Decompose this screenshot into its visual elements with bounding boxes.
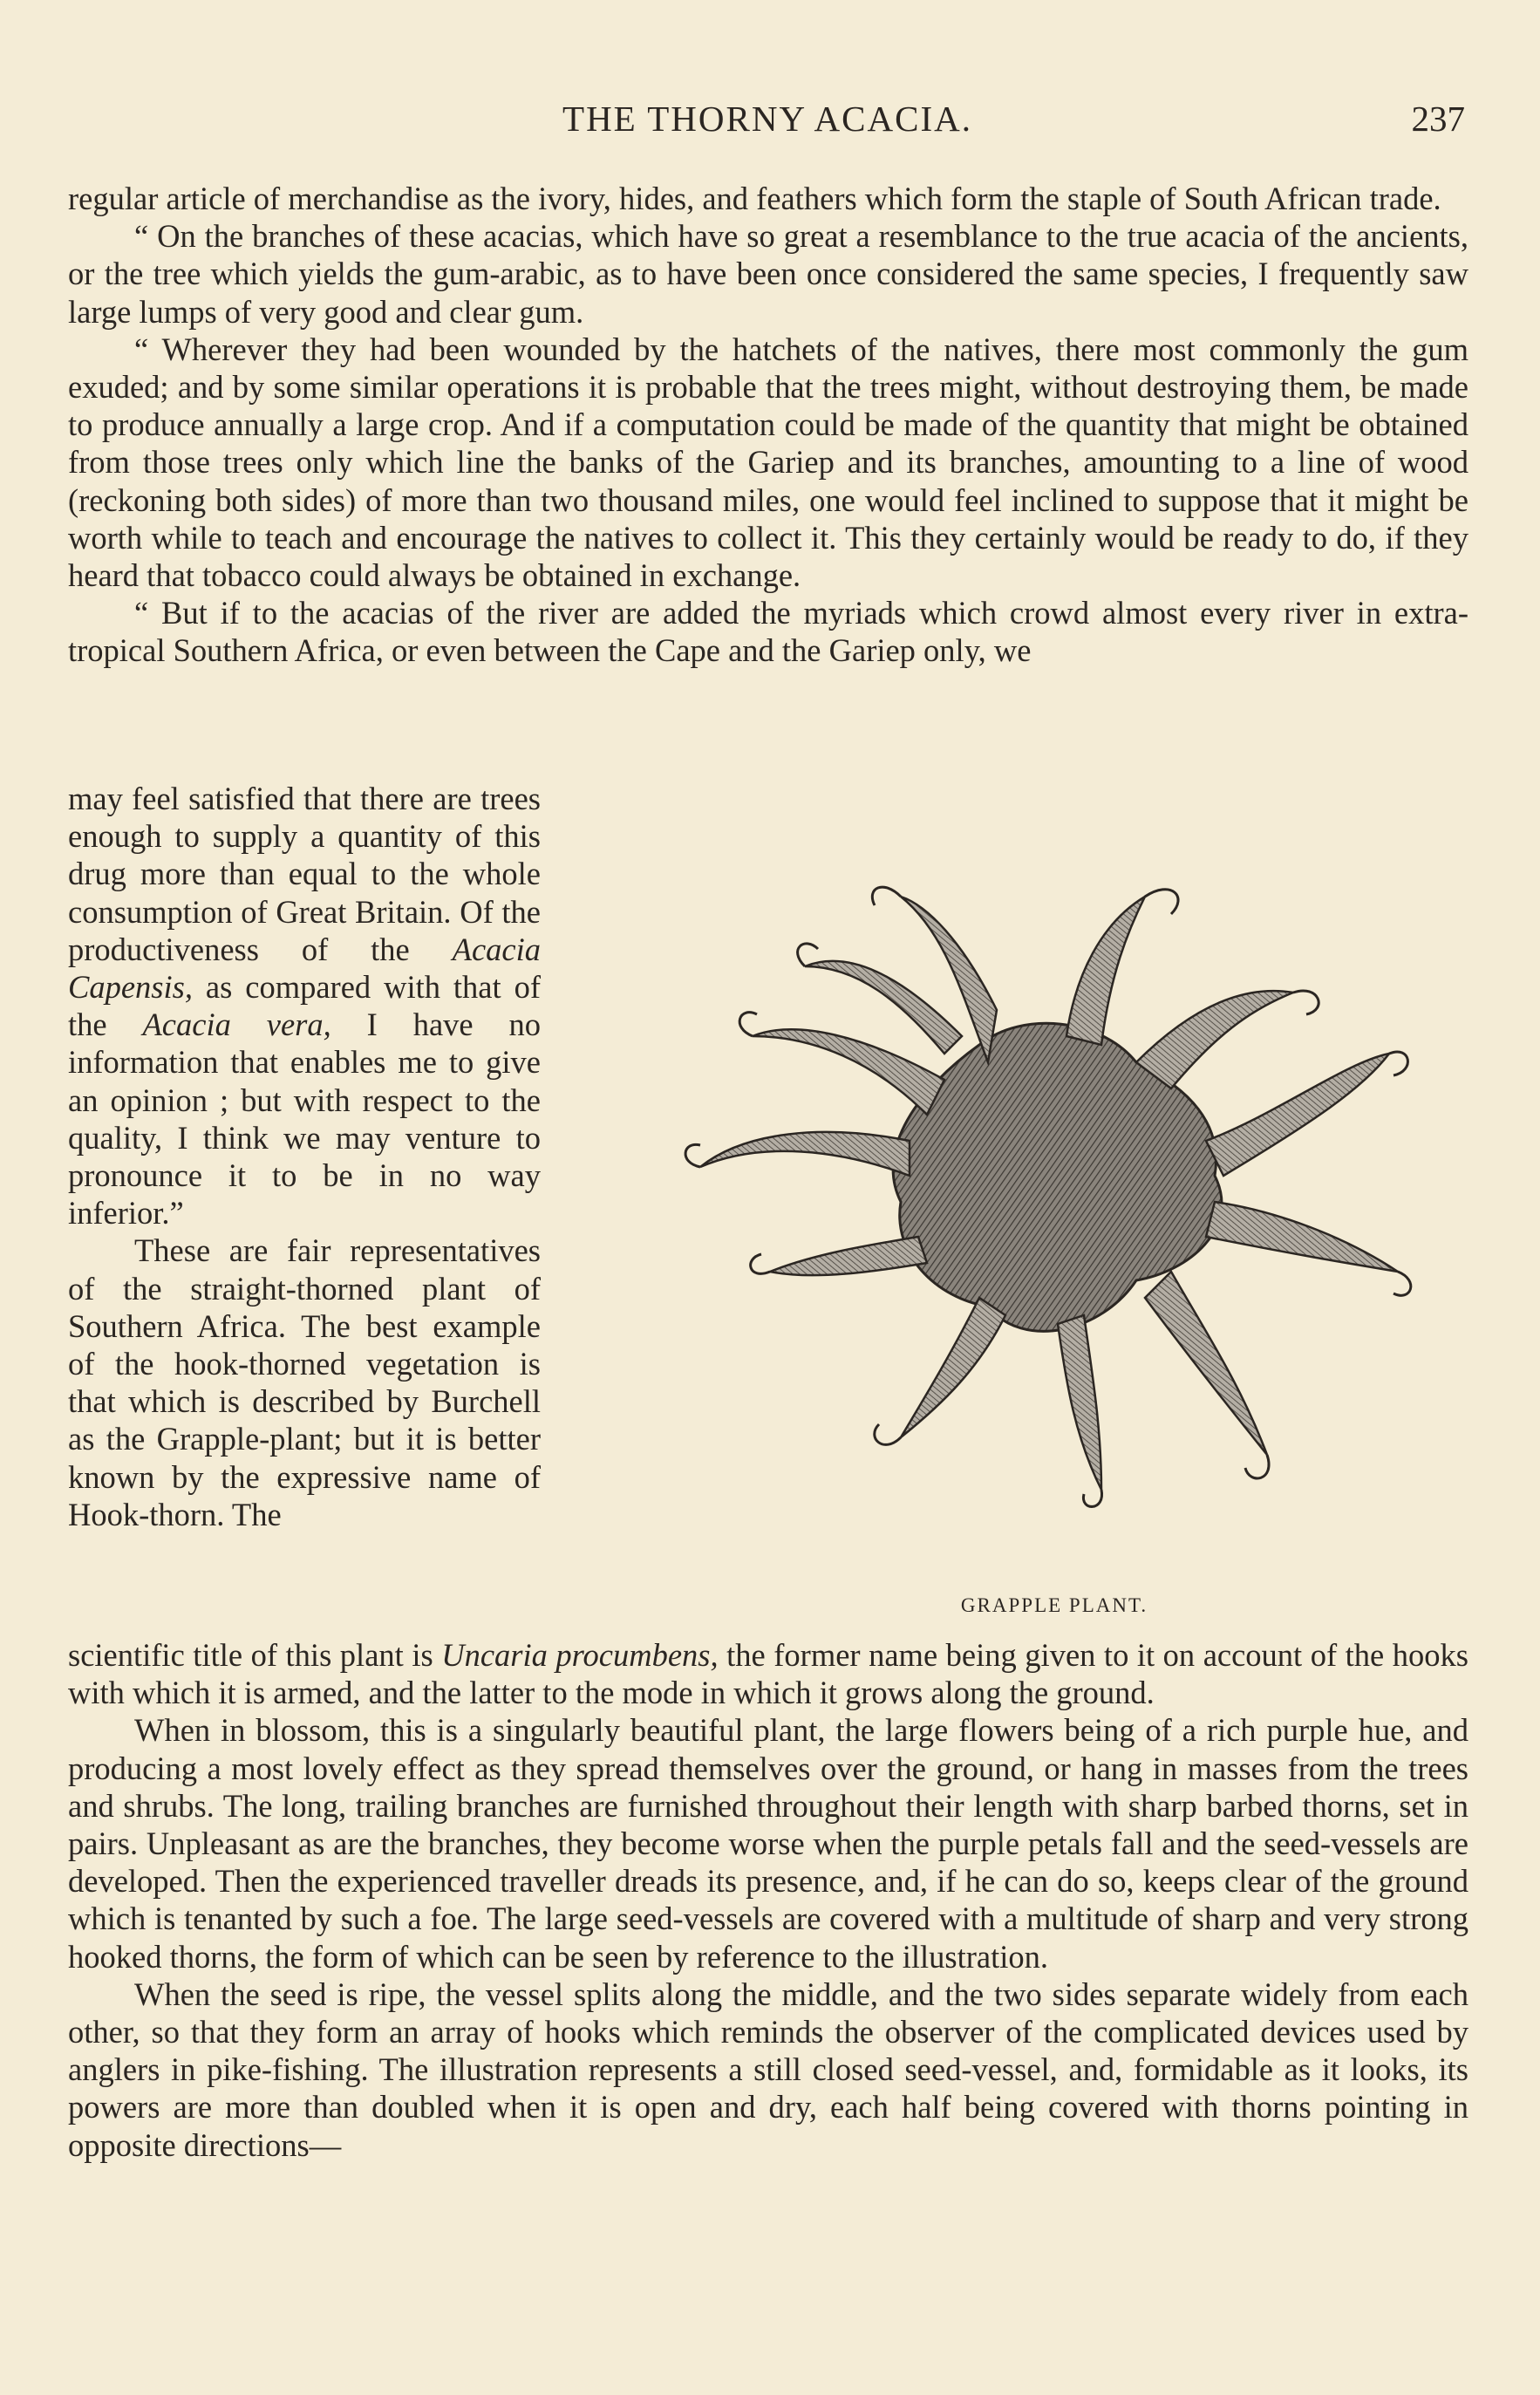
paragraph: These are fair representatives of the straight-thorned plant of Southern Africa. The best example of the hook-thorned vegetation is that which is described by Burchell as the Grapple-plant; but it is better known by the expressive name of Hook-thorn. The: [68, 1232, 541, 1532]
text-run: as compared with that of the: [68, 969, 541, 1043]
species-name: Acacia Capensis,: [68, 931, 541, 1006]
page-number: 237: [1411, 99, 1465, 139]
paragraph: “ On the branches of these acacias, which have so great a resemblance to the true acacia of the ancients, or the tree which yields the gum-arabic, as to have been once considered the same species, I frequently saw large lumps of very good and clear gum.: [68, 218, 1468, 330]
text-with-figure: [68, 780, 1468, 1636]
paragraph: regular article of merchandise as the ivory, hides, and feathers which form the staple of South African trade.: [68, 181, 1441, 216]
running-title: THE THORNY ACACIA.: [562, 99, 972, 139]
narrow-column: [68, 780, 541, 1533]
intro-text: [68, 180, 1468, 670]
text-run: the former name being given to it on account of the hooks with which it is armed, and the latter to the mode in which it grows along the ground.: [68, 1637, 1468, 1711]
figure-caption: GRAPPLE PLANT.: [960, 1594, 1148, 1616]
paragraph: “ But if to the acacias of the river are added the myriads which crowd almost every river in extra-tropical Southern Africa, or even between the Cape and the Gariep only, we: [68, 595, 1468, 669]
paragraph: “ Wherever they had been wounded by the hatchets of the natives, there most commonly the gum exuded; and by some similar operations it is probable that the trees might, without destroying them, be made to produce annually a large crop. And if a computation could be made of the quantity that might be obtained from those trees only which line the banks of the Gariep and its branches, amounting to a line of wood (reckoning both sides) of more than two thousand miles, one would feel inclined to suppose that it might be worth while to teach and encourage the natives to collect it. This they certainly would be ready to do, if they heard that tobacco could always be obtained in exchange.: [68, 331, 1468, 594]
figure: [613, 862, 1496, 1616]
species-name: Uncaria procumbens,: [441, 1637, 719, 1673]
text-run: I have no information that enables me to give an opinion ; but with respect to the quality, I think we may venture to pronounce it to be in no way inferior.”: [68, 1006, 541, 1232]
page-header: [70, 98, 1465, 150]
paragraph: When the seed is ripe, the vessel splits along the middle, and the two sides separate widely from each other, so that they form an array of hooks which reminds the observer of the complicated devices used by anglers in pike-fishing. The illustration represents a still closed seed-vessel, and, formidable as it looks, its powers are more than doubled when it is open and dry, each half being covered with thorns pointing in opposite directions—: [68, 1975, 1468, 2163]
text-run: may feel satisfied that there are trees enough to supply a quantity of this drug more than equal to the whole consumption of Great Britain. Of the productiveness of the: [68, 781, 541, 967]
paragraph: [68, 1636, 1468, 1711]
closing-text: [68, 1636, 1468, 2164]
text-run: scientific title of this plant is: [68, 1637, 442, 1673]
paragraph: [68, 780, 541, 1232]
species-name: Acacia vera,: [142, 1006, 331, 1043]
paragraph: When in blossom, this is a singularly beautiful plant, the large flowers being of a rich purple hue, and producing a most lovely effect as they spread themselves over the ground, or hang in masses from the trees and shrubs. The long, trailing branches are furnished throughout their length with sharp barbed thorns, set in pairs. Unpleasant as are the branches, they become worse when the purple petals fall and the seed-vessels are developed. Then the experienced traveller dreads its presence, and, if he can do so, keeps clear of the ground which is tenanted by such a foe. The large seed-vessels are covered with a multitude of sharp and very strong hooked thorns, the form of which can be seen by reference to the illustration.: [68, 1712, 1468, 1975]
grapple-plant-engraving-icon: [613, 862, 1496, 1542]
